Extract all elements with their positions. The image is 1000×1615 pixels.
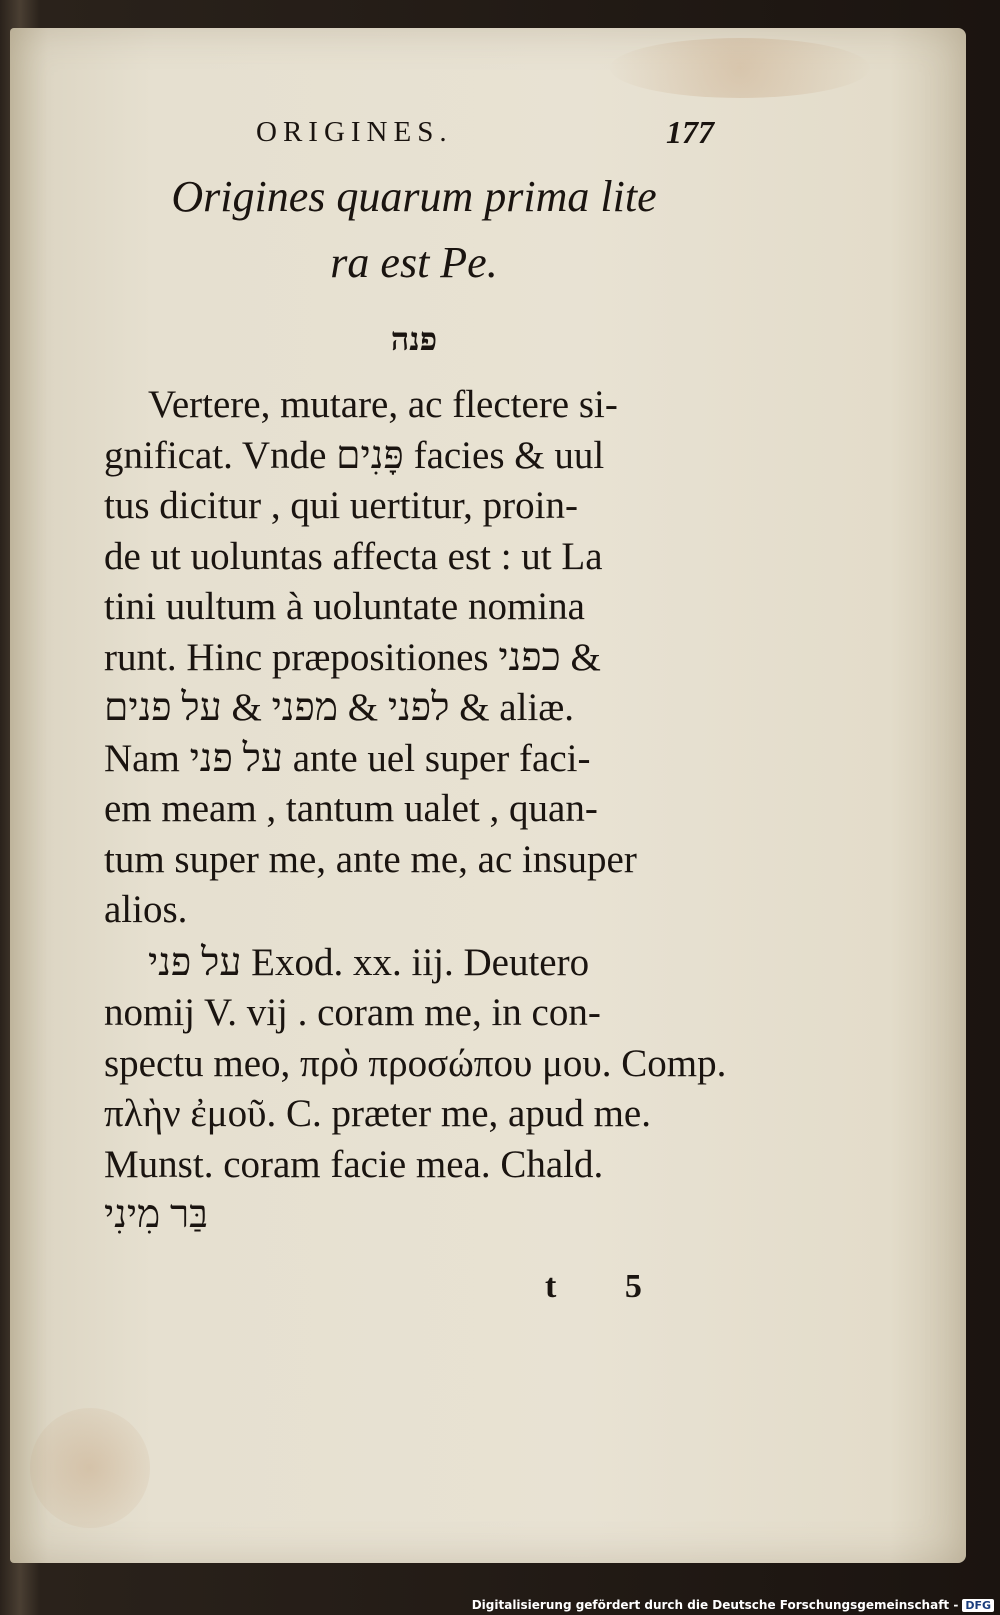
text-line: alios. — [104, 888, 188, 931]
text-line: tus dicitur , qui uertitur, proin- — [104, 484, 578, 527]
hebrew-headword: פנה — [390, 320, 438, 358]
text-line: על פני Exod. xx. iij. Deutero — [148, 940, 590, 984]
running-head-title: ORIGINES. — [256, 116, 453, 148]
dfg-logo: DFG — [962, 1599, 994, 1612]
text-line: tum super me, ante me, ac insuper — [104, 837, 637, 881]
text-line: gnificat. Vnde פָּנִים facies & uul — [104, 433, 605, 477]
page-number: 177 — [666, 114, 714, 150]
text-line: runt. Hinc præpositiones כפני & — [104, 635, 601, 679]
text-line: spectu meo, πρὸ προσώπου μου. Comp. — [104, 1041, 727, 1085]
signature-mark: t 5 — [545, 1268, 672, 1305]
paper-stain — [610, 38, 870, 98]
text-line: Vertere, mutare, ac flectere si- — [148, 383, 618, 426]
footer-text: Digitalisierung gefördert durch die Deutsche Forschungsgemeinschaft - — [471, 1598, 959, 1612]
text-line: Nam על פני ante uel super faci- — [104, 736, 591, 780]
text-line: πλὴν ἐμοῦ. C. præter me, apud me. — [104, 1092, 651, 1135]
text-line: nomij V. vij . coram me, in con- — [104, 991, 601, 1034]
section-heading — [104, 164, 724, 296]
paragraph-2 — [104, 938, 727, 1241]
text-line: tini uultum à uoluntate nomina — [104, 585, 585, 628]
running-head — [104, 110, 724, 160]
digitization-footer — [472, 1595, 994, 1615]
text-line: לפני & מפני & על פנים & aliæ. — [104, 686, 575, 729]
text-line: em meam , tantum ualet , quan- — [104, 787, 598, 830]
heading-line: ra est Pe. — [330, 238, 498, 287]
paragraph-1 — [104, 380, 724, 936]
text-line: בַּר מִינִי — [104, 1193, 208, 1236]
heading-line: Origines quarum prima lite — [171, 172, 657, 221]
text-line: Munst. coram facie mea. Chald. — [104, 1142, 604, 1186]
page-content — [104, 110, 727, 1241]
text-line: de ut uoluntas affecta est : ut La — [104, 534, 603, 578]
paper-stain — [30, 1408, 150, 1528]
